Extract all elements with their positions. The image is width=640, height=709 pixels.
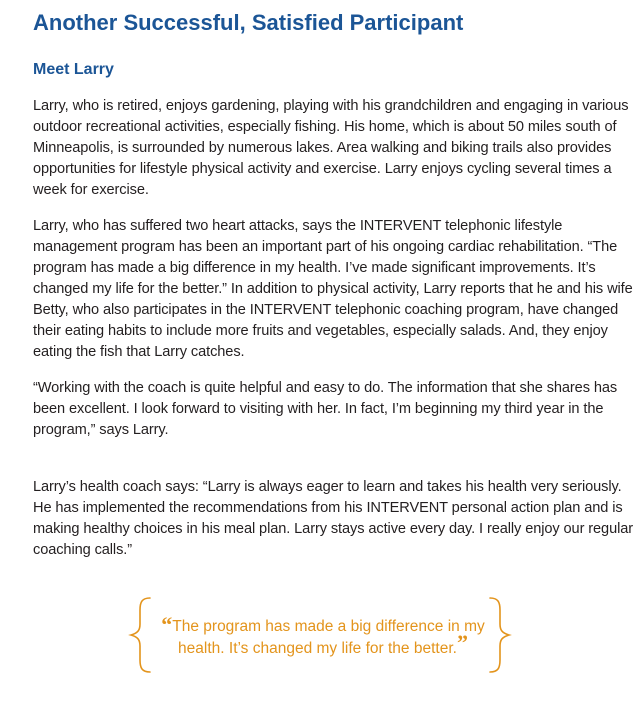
body-paragraph: Larry, who is retired, enjoys gardening, playing with his grandchildren and engaging in various outdoor recreational activities, especially fishing. His home, which is about 50 miles south of Minneapolis, is surrounded by numerous lakes. Area walking and biking trails also provides opportunities for lifestyle physical activity and exercise. Larry enjoys cycling several times a week for exercise. bbox=[33, 98, 629, 198]
open-quote-icon: “ bbox=[161, 612, 173, 637]
close-quote-icon: ” bbox=[456, 630, 468, 655]
body-paragraph: “Working with the coach is quite helpful and easy to do. The information that she shares has been excellent. I look forward to visiting with her. In fact, I’m beginning my third year in the program,” says Larry. bbox=[33, 380, 618, 438]
section-heading: Meet Larry bbox=[33, 61, 114, 78]
body-paragraph: Larry, who has suffered two heart attacks, says the INTERVENT telephonic lifestyle management program has been an important part of his ongoing cardiac rehabilitation. “The program has made a big difference in my health. I’ve made significant improvements. It’s changed my life for the better.” In addition to physical activity, Larry reports that he and his wife Betty, who also participates in the INTERVENT telephonic coaching program, have changed their eating habits to include more fruits and vegetables, especially salads. And, they enjoy eating the fish that Larry catches. bbox=[33, 218, 633, 360]
curly-brace-left-icon bbox=[128, 596, 154, 674]
pull-quote-body: The program has made a big difference in my health. It’s changed my life for the better. bbox=[172, 618, 485, 657]
pull-quote bbox=[128, 596, 512, 676]
page-title: Another Successful, Satisfied Participant bbox=[33, 10, 464, 35]
body-paragraph: Larry’s health coach says: “Larry is always eager to learn and takes his health very seriously. He has implemented the recommendations from his INTERVENT personal action plan and is making healthy choices in his meal plan. Larry stays active every day. I really enjoy our regular coaching calls.” bbox=[33, 479, 634, 558]
pull-quote-text bbox=[158, 612, 488, 660]
curly-brace-right-icon bbox=[486, 596, 512, 674]
